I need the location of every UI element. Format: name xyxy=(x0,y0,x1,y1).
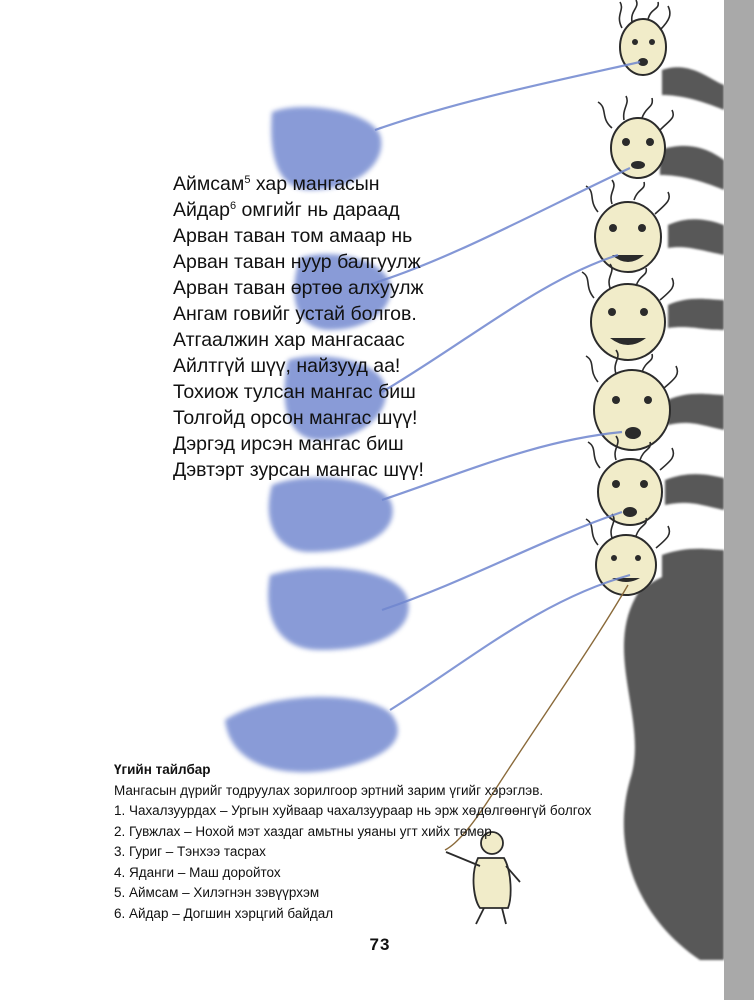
poem-line: Атгаалжин хар мангасаас xyxy=(173,329,405,351)
glossary-intro: Мангасын дүрийг тодруулах зорилгоор эртний зарим үгийг хэрэглэв. xyxy=(114,782,544,798)
poem-line: Тохиож тулсан мангас биш xyxy=(173,381,416,403)
glossary-item: 4. Яданги – Маш доройтох xyxy=(114,864,281,880)
poem-line: Арван таван нуур балгуулж xyxy=(173,251,421,273)
glossary-item: 3. Гуриг – Тэнхээ тасрах xyxy=(114,844,266,859)
poem-line: Дэвтэрт зурсан мангас шүү! xyxy=(173,459,424,481)
poem-line: Дэргэд ирсэн мангас биш xyxy=(173,433,404,455)
poem-line: Айдар$^6$ омгийг нь дараад xyxy=(173,199,400,221)
glossary-item: 2. Гувжлах – Нохой мэт хаздаг амьтны уяаны угт хийх төмөр xyxy=(114,823,492,839)
glossary xyxy=(114,760,591,924)
glossary-item: 6. Айдар – Догшин хэрцгий байдал xyxy=(114,905,334,921)
poem-line: Толгойд орсон мангас шүү! xyxy=(173,407,418,429)
poem xyxy=(173,171,424,483)
poem-line: Ангам говийг устай болгов. xyxy=(173,303,417,325)
glossary-item: 1. Чахалзуурдах – Ургын хуйваар чахалзуураар нь эрж хөдөлгөөнгүй болгох xyxy=(114,803,592,818)
poem-line: Арван таван том амаар нь xyxy=(173,225,413,247)
poem-line: Айлтгүй шүү, найзууд аа! xyxy=(173,355,401,377)
poem-line: Аймсам$^5$ хар мангасын xyxy=(173,173,380,195)
page-edge-strip xyxy=(724,0,754,1000)
poem-line: Арван таван өртөө алхуулж xyxy=(173,277,424,299)
glossary-title: Үгийн тайлбар xyxy=(114,762,211,777)
glossary-item: 5. Аймсам – Хилэгнэн зэвүүрхэм xyxy=(114,885,320,900)
page-number: 73 xyxy=(369,935,391,954)
